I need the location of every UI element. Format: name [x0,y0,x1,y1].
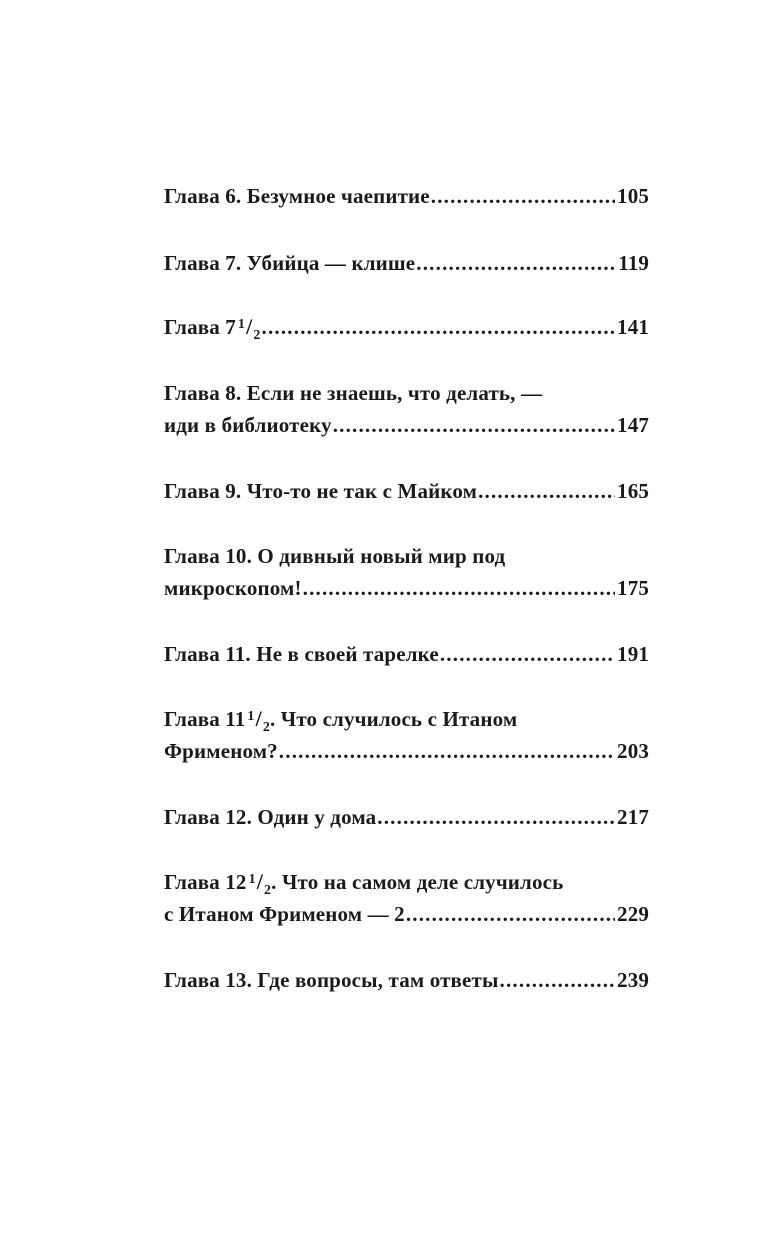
toc-page-number: 229 [617,902,649,926]
toc-entry [164,964,649,996]
toc-page-number: 147 [617,413,649,437]
toc-entry-title: Глава 11. Не в своей тарелке [164,642,439,666]
toc-entry [164,638,649,670]
toc-entry-title [164,703,517,739]
toc-line [164,801,649,833]
toc-page-number: 175 [617,576,649,600]
toc-page-number: 105 [617,184,649,208]
toc-entry-title: Глава 7. Убийца — клише [164,251,416,275]
toc-line [164,180,649,212]
toc-entry [164,540,649,604]
toc-page-number: 119 [618,251,649,275]
dot-leader [377,801,615,833]
toc-title-part: Глава 12 [164,870,247,894]
toc-page-number: 217 [617,805,649,829]
fraction-denominator: 2 [264,883,272,898]
dot-leader [440,638,615,670]
fraction-denominator: 2 [253,328,261,343]
toc-line [164,866,649,898]
toc-entry [164,311,649,343]
toc-line [164,311,649,343]
fraction-denominator: 2 [262,720,270,735]
dot-leader [416,247,616,279]
toc-line [164,475,649,507]
table-of-contents [164,0,649,1240]
toc-entry-title: Глава 8. Если не знаешь, что делать, — [164,381,543,405]
toc-entry-title: Глава 10. О дивный новый мир под [164,544,506,568]
toc-page-number: 191 [617,642,649,666]
dot-leader [262,311,616,343]
toc-entry-title: Глава 9. Что-то не так с Майком [164,479,478,503]
fraction: 1/2 [247,706,270,735]
toc-entry [164,247,649,279]
toc-entry [164,703,649,767]
toc-entry-title: иди в библиотеку [164,413,332,437]
toc-entry-title: с Итаном Фрименом — 2 [164,902,405,926]
toc-page-number: 165 [617,479,649,503]
toc-title-part: Глава 11 [164,707,246,731]
toc-title-part: . Что на самом деле случилось [271,870,564,894]
toc-entry-title: Глава 6. Безумное чаепитие [164,184,430,208]
toc-entry [164,866,649,930]
toc-entry-title [164,866,563,902]
fraction: 1/2 [237,314,261,343]
toc-page-number: 239 [617,968,649,992]
toc-entry-title: микроскопом! [164,576,302,600]
dot-leader [478,475,615,507]
toc-entry-title: Фрименом? [164,739,278,763]
fraction-numerator: 1 [247,709,255,724]
toc-entry [164,801,649,833]
toc-line [164,735,649,767]
toc-line [164,572,649,604]
toc-entry [164,475,649,507]
toc-line [164,377,649,409]
dot-leader [431,180,615,212]
toc-line [164,409,649,441]
fraction: 1/2 [248,869,272,898]
toc-page-number: 141 [617,315,649,339]
toc-title-part: . Что случилось с Итаном [269,707,518,731]
toc-line [164,703,649,735]
dot-leader [406,898,615,930]
toc-line [164,964,649,996]
toc-title-part: Глава 7 [164,315,236,339]
toc-entry-title [164,311,261,347]
dot-leader [303,572,615,604]
toc-page-number: 203 [617,739,649,763]
dot-leader [333,409,615,441]
toc-entry-title: Глава 12. Один у дома [164,805,377,829]
toc-line [164,247,649,279]
fraction-numerator: 1 [237,317,246,332]
toc-entry [164,180,649,212]
toc-line [164,898,649,930]
dot-leader [279,735,615,767]
toc-entry [164,377,649,441]
toc-line [164,638,649,670]
fraction-numerator: 1 [248,872,256,887]
toc-entry-title: Глава 13. Где вопросы, там ответы [164,968,499,992]
dot-leader [500,964,616,996]
toc-line [164,540,649,572]
